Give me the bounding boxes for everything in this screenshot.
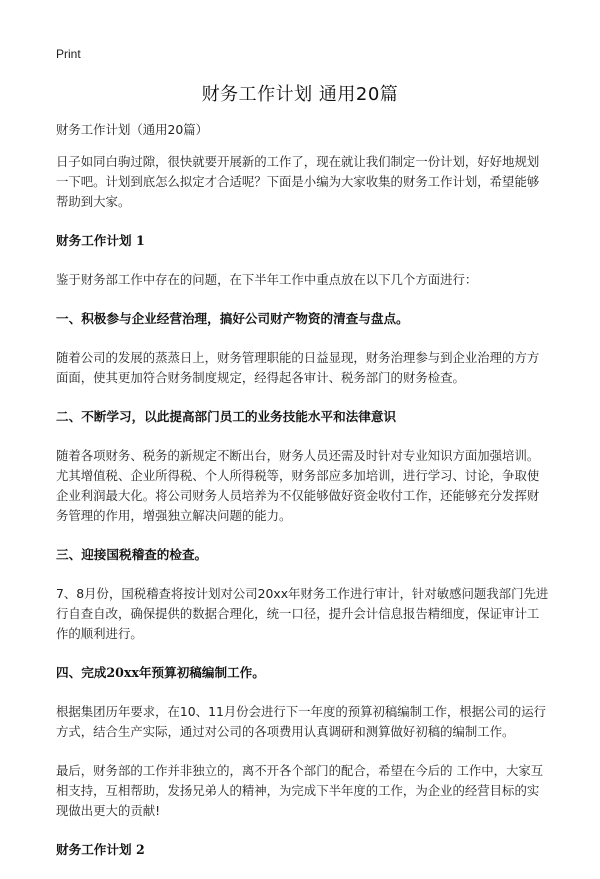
closing-paragraph: 最后，财务部的工作并非独立的，离不开各个部门的配合，希望在今后的 工作中，大家互相支持，互相帮助，发扬兄弟人的精神，为完成下半年度的工作，为企业的经营目标的实现做出更大的贡献! (56, 763, 544, 818)
point-3-paragraph: 7、8月份，国税稽查将按计划对公司20xx年财务工作进行审计，针对敏感问题我部门先进行自查自改，确保提供的数据合理化，统一口径，提升会计信息报告精细度，保证审计工作的顺利进行。 (56, 586, 549, 641)
subtitle-text: 财务工作计划（通用20篇） (56, 122, 209, 137)
intro-paragraph: 日子如同白驹过隙，很快就要开展新的工作了，现在就让我们制定一份计划，好好地规划一下吧。计划到底怎么拟定才合适呢？下面是小编为大家收集的财务工作计划，希望能够帮助到大家。 (56, 154, 540, 209)
point-heading-2: 二、不断学习，以此提高部门员工的业务技能水平和法律意识 (56, 409, 397, 424)
section-heading-plan-1: 财务工作计划 1 (56, 233, 145, 248)
point-4-paragraph: 根据集团历年要求，在10、11月份会进行下一年度的预算初稿编制工作，根据公司的运行方式，结合生产实际，通过对公司的各项费用认真调研和测算做好初稿的编制工作。 (56, 704, 546, 739)
point-2-paragraph: 随着各项财务、税务的新规定不断出台，财务人员还需及时针对专业知识方面加强培训。尤其增值税、企业所得税、个人所得税等，财务部应多加培训，进行学习、讨论，争取使企业利润最大化。将公司财务人员培养为不仅能够做好资金收付工作，还能够充分发挥财务管理的作用，增强独立解决问题的能力。 (56, 448, 540, 523)
page-title: 财务工作计划 通用20篇 (201, 84, 399, 105)
point-heading-3: 三、迎接国税稽查的检查。 (56, 547, 208, 562)
point-heading-4: 四、完成20xx年预算初稿编制工作。 (56, 665, 265, 680)
section-heading-plan-2: 财务工作计划 2 (56, 842, 145, 857)
document-body (56, 120, 550, 879)
plan1-intro-paragraph: 鉴于财务部工作中存在的问题，在下半年工作中重点放在以下几个方面进行： (56, 272, 478, 287)
print-link[interactable]: Print (56, 47, 81, 61)
point-heading-1: 一、积极参与企业经营治理，搞好公司财产物资的清查与盘点。 (56, 311, 409, 326)
point-1-paragraph: 随着公司的发展的蒸蒸日上，财务管理职能的日益显现，财务治理参与到企业治理的方方面面，使其更加符合财务制度规定，经得起各审计、税务部门的财务检查。 (56, 350, 540, 385)
